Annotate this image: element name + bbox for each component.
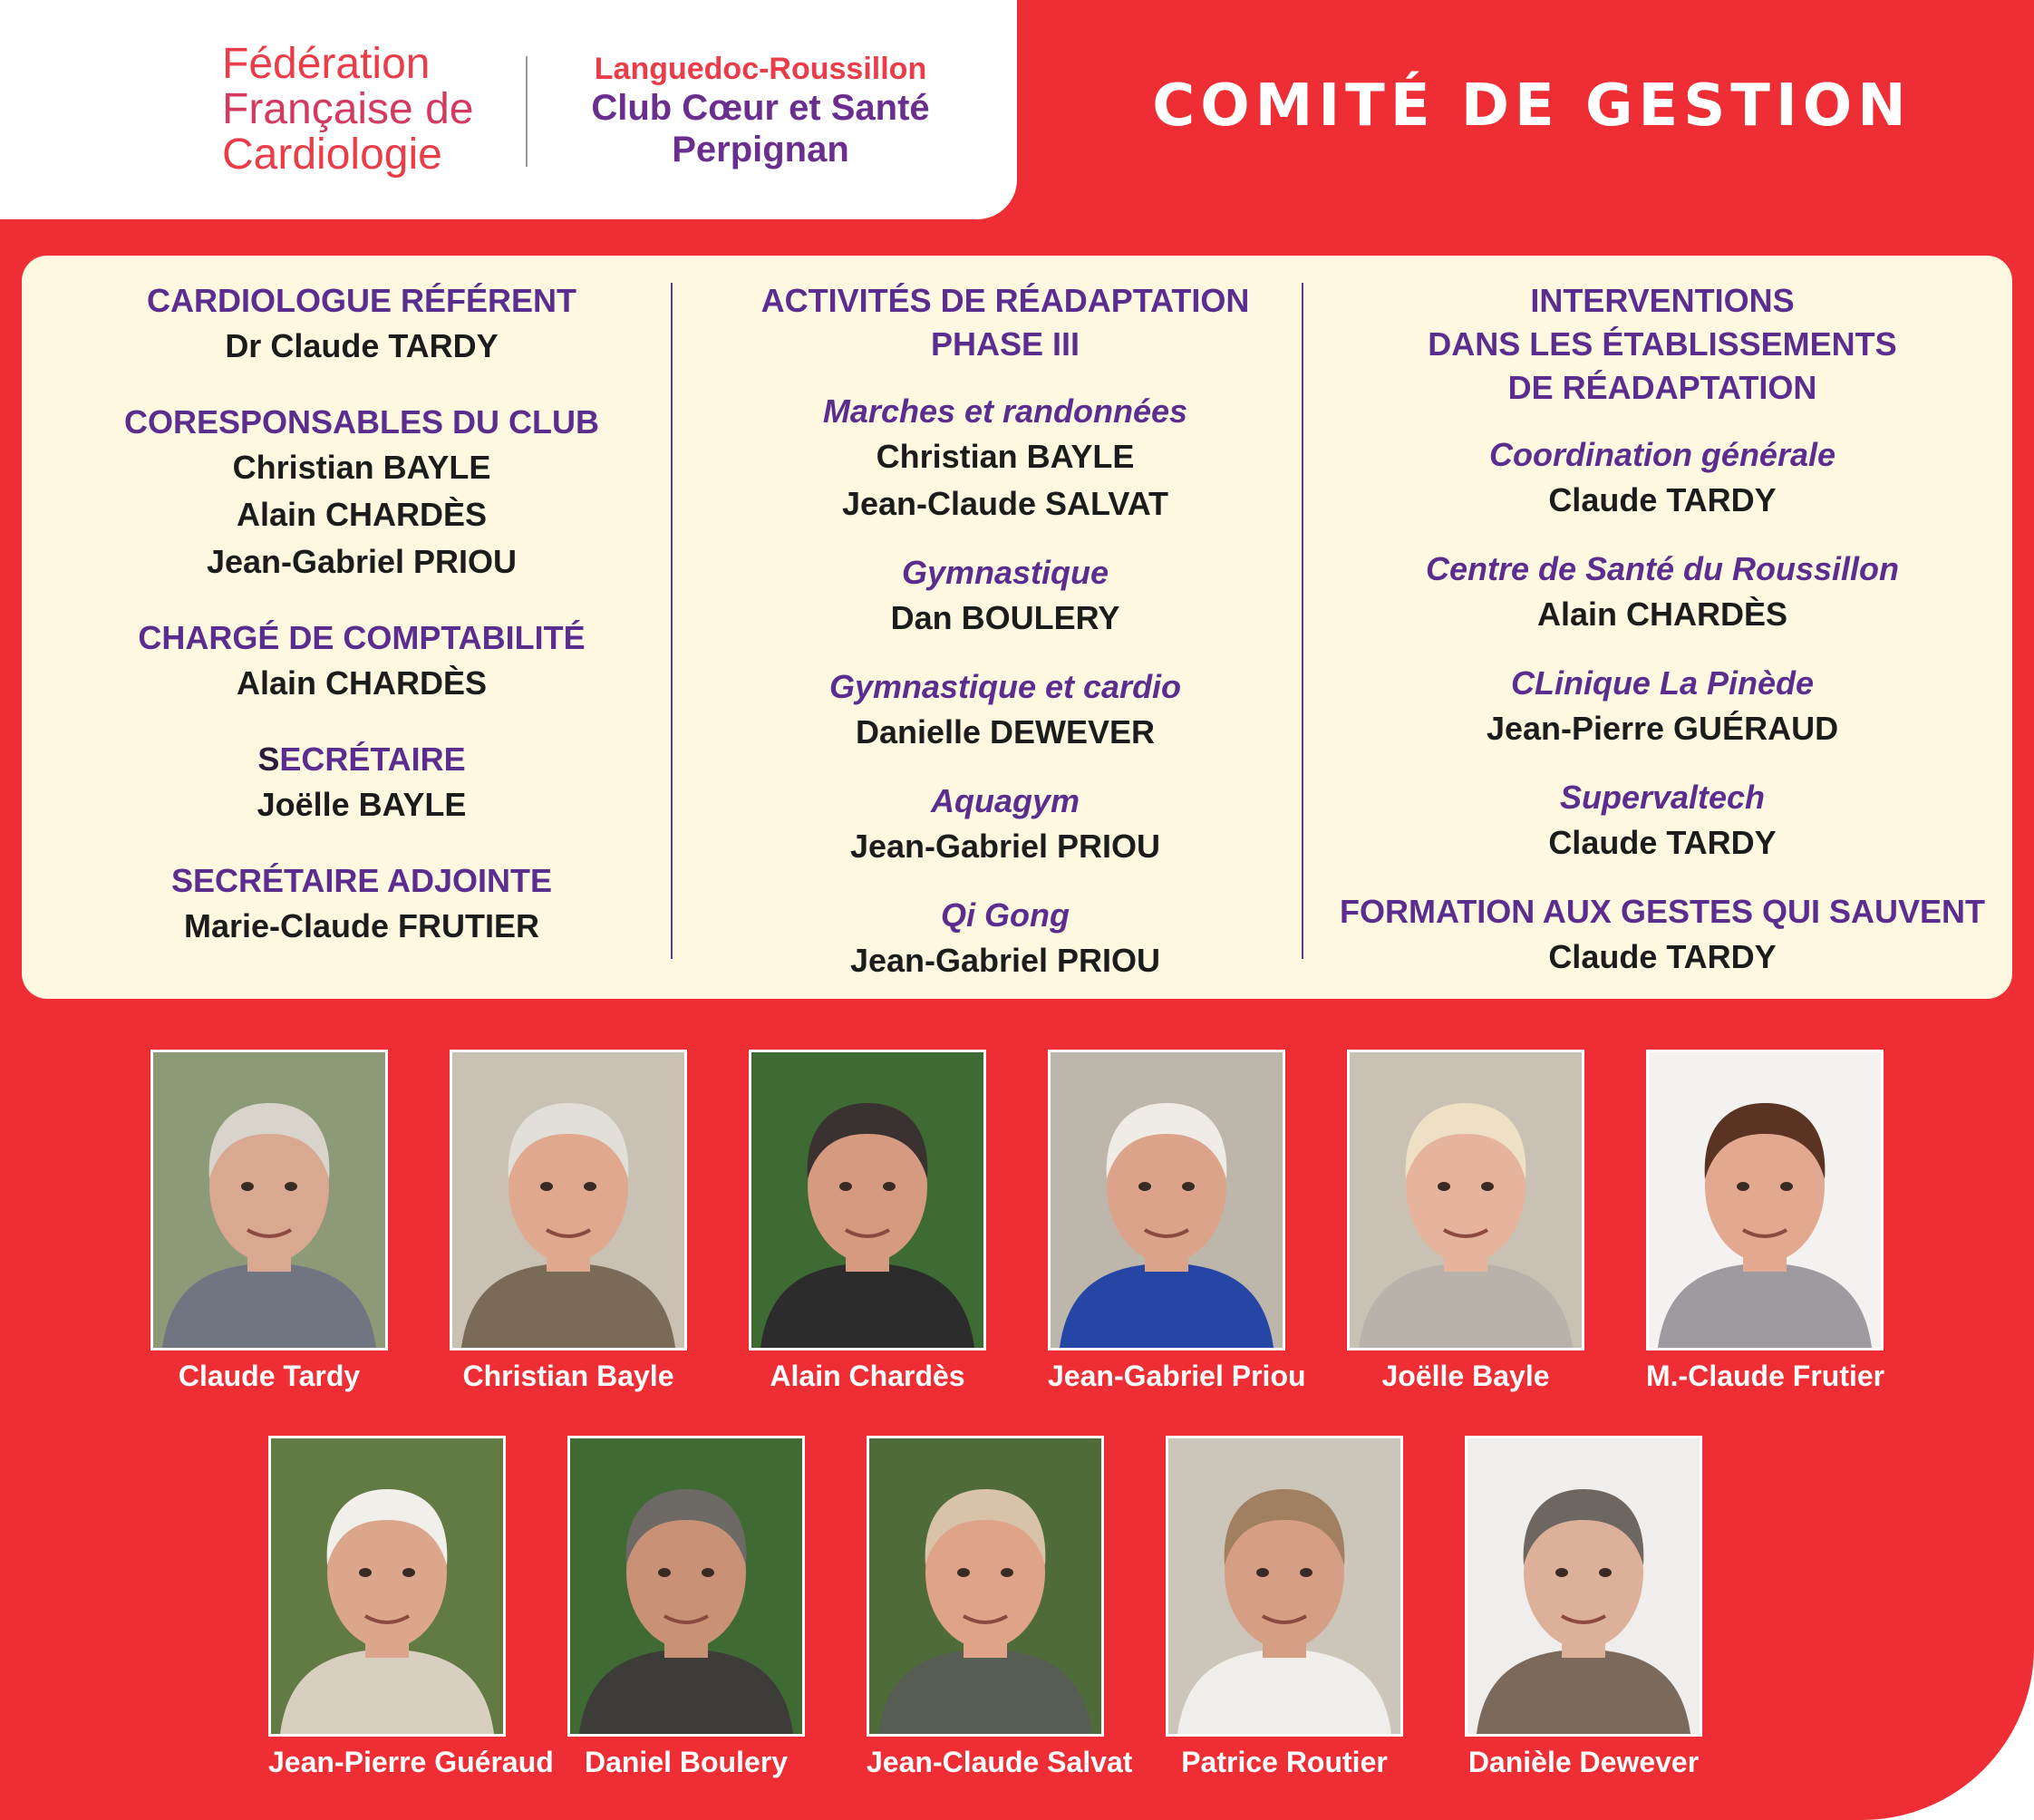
intervention-item — [1327, 433, 1998, 524]
member-name: Christian Bayle — [462, 1360, 674, 1392]
heading-interventions: INTERVENTIONS DANS LES ÉTABLISSEMENTS DE RÉADAPTATION — [1428, 282, 1897, 406]
club-city: Perpignan — [672, 130, 849, 169]
activity-person: Christian BAYLE — [876, 438, 1135, 475]
heading-accounting: CHARGÉ DE COMPTABILITÉ — [138, 619, 586, 656]
member-card — [567, 1436, 805, 1779]
member-name: Joëlle Bayle — [1381, 1360, 1550, 1392]
member-card — [150, 1050, 388, 1393]
intervention-name: Centre de Santé du Roussillon — [1425, 550, 1900, 587]
heading-coresponsables: CORESPONSABLES DU CLUB — [123, 403, 600, 440]
activity-item — [693, 665, 1318, 756]
heading-activities: ACTIVITÉS DE RÉADAPTATION PHASE III — [760, 282, 1250, 363]
intervention-person: Alain CHARDÈS — [1536, 595, 1788, 633]
portrait-illustration — [153, 1052, 385, 1348]
portrait-illustration — [1168, 1438, 1400, 1734]
portrait-illustration — [452, 1052, 684, 1348]
person-coresp-1: Christian BAYLE — [232, 449, 491, 486]
heading-secretary-first-letter: S — [257, 741, 280, 778]
cardiology-heart-logo — [54, 44, 190, 172]
club-region: Languedoc-Roussillon — [594, 52, 927, 86]
group-interventions-heading — [1327, 279, 1998, 410]
member-photo — [450, 1050, 687, 1350]
member-photo — [150, 1050, 388, 1350]
member-name: Claude Tardy — [178, 1360, 361, 1392]
page-title: COMITÉ DE GESTION — [1152, 73, 1912, 140]
intervention-item — [1327, 547, 1998, 638]
member-name: Daniel Boulery — [584, 1746, 789, 1778]
group-secretary — [58, 738, 665, 828]
activity-person: Dan BOULERY — [890, 599, 1120, 636]
activity-name: Gymnastique — [901, 554, 1109, 591]
group-accounting — [58, 616, 665, 707]
intervention-name: Supervaltech — [1559, 779, 1766, 816]
heading-secretary — [58, 738, 665, 781]
intervention-item — [1327, 776, 1998, 866]
portrait-illustration — [1649, 1052, 1881, 1348]
member-card — [1646, 1050, 1884, 1393]
activity-name: Qi Gong — [941, 896, 1070, 934]
portrait-illustration — [570, 1438, 802, 1734]
club-name: Club Cœur et Santé — [591, 88, 930, 128]
member-photo — [867, 1436, 1104, 1737]
column-divider-1 — [671, 283, 673, 959]
member-card — [1048, 1050, 1306, 1393]
portrait-illustration — [1350, 1052, 1582, 1348]
club-block — [547, 51, 973, 170]
group-activities-heading — [693, 279, 1318, 366]
member-card — [268, 1436, 554, 1779]
person-cardiologist: Dr Claude TARDY — [225, 327, 499, 364]
activity-person: Jean-Gabriel PRIOU — [849, 828, 1161, 865]
activity-item — [693, 779, 1318, 870]
member-name: Patrice Routier — [1181, 1746, 1388, 1778]
person-accounting: Alain CHARDÈS — [236, 664, 488, 702]
column-interventions — [1327, 279, 1998, 1004]
person-coresp-3: Jean-Gabriel PRIOU — [206, 543, 518, 580]
person-training: Claude TARDY — [1548, 938, 1777, 975]
member-name: Danièle Dewever — [1467, 1746, 1700, 1778]
group-coresponsables — [58, 401, 665, 586]
portrait-illustration — [1467, 1438, 1700, 1734]
member-name: Jean-Claude Salvat — [867, 1746, 1133, 1778]
logo-divider — [526, 56, 528, 167]
heading-cardiologist: CARDIOLOGUE RÉFÉRENT — [146, 282, 576, 319]
portrait-illustration — [271, 1438, 503, 1734]
person-coresp-2: Alain CHARDÈS — [236, 496, 488, 533]
federation-line-2: Française de — [222, 85, 474, 133]
heading-secretary-rest: ECRÉTAIRE — [279, 741, 466, 778]
member-name: M.-Claude Frutier — [1646, 1360, 1885, 1392]
group-deputy-secretary — [58, 859, 665, 950]
person-secretary: Joëlle BAYLE — [257, 786, 467, 823]
person-deputy-secretary: Marie-Claude FRUTIER — [183, 907, 540, 944]
activity-person: Jean-Claude SALVAT — [841, 485, 1169, 522]
intervention-person: Claude TARDY — [1548, 824, 1777, 861]
committee-panel — [22, 256, 2012, 999]
portrait-illustration — [1051, 1052, 1283, 1348]
activity-item — [693, 894, 1318, 984]
member-card — [749, 1050, 986, 1393]
heading-training: FORMATION AUX GESTES QUI SAUVENT — [1339, 893, 1986, 930]
member-photo — [268, 1436, 506, 1737]
member-name: Jean-Gabriel Priou — [1048, 1360, 1306, 1392]
logo-card — [0, 0, 1017, 219]
column-activities — [693, 279, 1318, 1008]
member-name: Alain Chardès — [770, 1360, 965, 1392]
activity-name: Marches et randonnées — [822, 392, 1188, 430]
activity-person: Danielle DEWEVER — [855, 713, 1156, 750]
federation-line-3: Cardiologie — [222, 131, 442, 179]
member-photo — [1347, 1050, 1584, 1350]
activity-name: Aquagym — [930, 782, 1080, 819]
member-photo — [1465, 1436, 1702, 1737]
member-photo — [749, 1050, 986, 1350]
federation-line-1: Fédération — [222, 40, 431, 88]
intervention-name: CLinique La Pinède — [1510, 664, 1815, 702]
member-card — [1465, 1436, 1702, 1779]
intervention-person: Claude TARDY — [1548, 481, 1777, 518]
heading-deputy-secretary: SECRÉTAIRE ADJOINTE — [170, 862, 553, 899]
activity-item — [693, 551, 1318, 642]
intervention-name: Coordination générale — [1488, 436, 1836, 473]
activity-item — [693, 390, 1318, 528]
member-card — [450, 1050, 687, 1393]
activity-person: Jean-Gabriel PRIOU — [849, 942, 1161, 979]
column-board — [58, 279, 665, 981]
federation-name — [222, 42, 512, 178]
member-photo — [1166, 1436, 1403, 1737]
intervention-person: Jean-Pierre GUÉRAUD — [1486, 710, 1839, 747]
member-card — [867, 1436, 1133, 1779]
member-card — [1166, 1436, 1403, 1779]
member-photo — [1646, 1050, 1884, 1350]
portrait-illustration — [869, 1438, 1101, 1734]
member-photo — [567, 1436, 805, 1737]
portrait-illustration — [751, 1052, 983, 1348]
activity-name: Gymnastique et cardio — [828, 668, 1182, 705]
member-card — [1347, 1050, 1584, 1393]
member-name: Jean-Pierre Guéraud — [268, 1746, 554, 1778]
member-photo — [1048, 1050, 1285, 1350]
intervention-item — [1327, 662, 1998, 752]
group-cardiologist — [58, 279, 665, 370]
group-training — [1327, 890, 1998, 981]
